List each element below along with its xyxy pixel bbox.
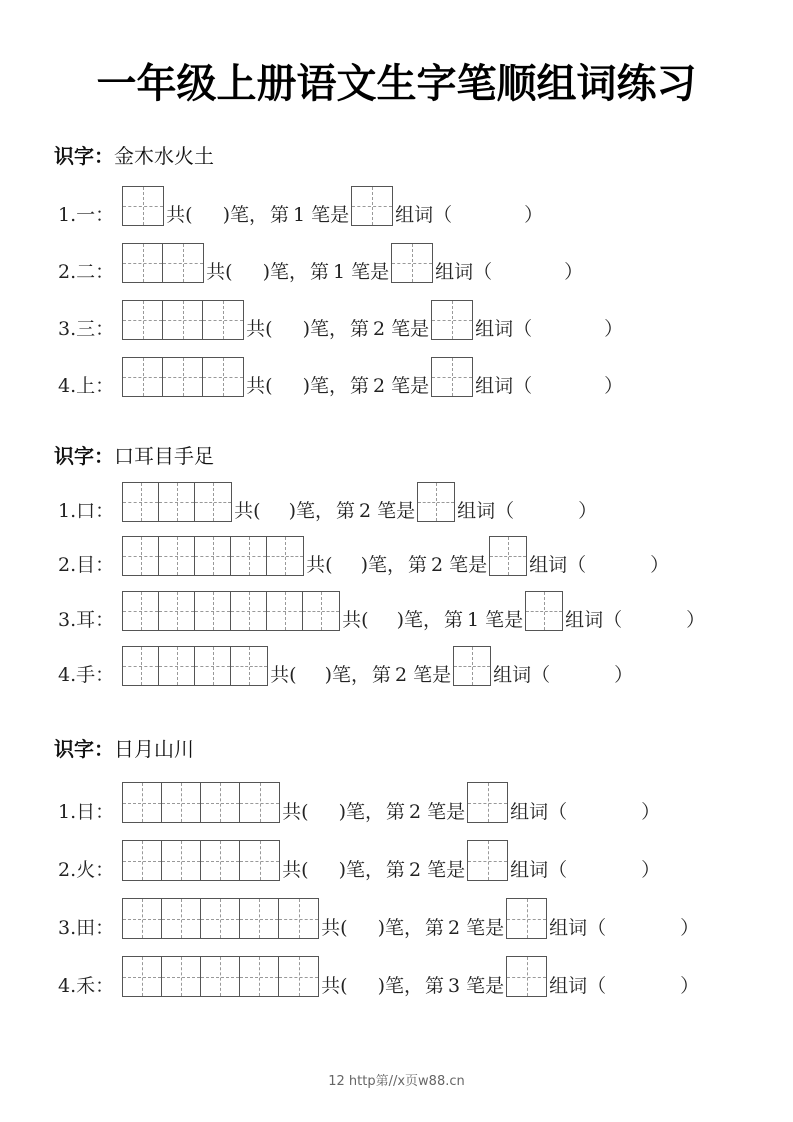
stroke-suffix: 笔是 <box>311 204 350 226</box>
total-open: 共( <box>234 500 261 522</box>
stroke-number: 1 <box>293 204 306 226</box>
writing-cell[interactable] <box>201 899 240 938</box>
writing-grid[interactable] <box>122 243 204 283</box>
writing-grid[interactable] <box>122 186 164 226</box>
total-close: )笔， <box>338 801 384 823</box>
stroke-answer-grid[interactable] <box>391 243 433 283</box>
stroke-prefix: 第 <box>269 204 289 226</box>
writing-cell[interactable] <box>507 957 546 996</box>
word-label: 组词（ <box>549 917 607 939</box>
total-open: 共( <box>306 554 333 576</box>
stroke-suffix: 笔是 <box>427 859 466 881</box>
stroke-suffix: 笔是 <box>391 375 430 397</box>
writing-cell[interactable] <box>123 647 159 685</box>
exercise-row <box>58 956 699 997</box>
total-close: )笔， <box>288 500 334 522</box>
stroke-suffix: 笔是 <box>351 261 390 283</box>
stroke-number: 2 <box>373 375 386 397</box>
stroke-answer-grid[interactable] <box>431 357 473 397</box>
exercise-row <box>58 898 699 939</box>
row-label: 4.手： <box>58 664 115 686</box>
stroke-number: 2 <box>373 318 386 340</box>
writing-cell[interactable] <box>231 537 267 575</box>
total-close: )笔， <box>338 859 384 881</box>
writing-cell[interactable] <box>231 647 267 685</box>
row-label: 1.口： <box>58 500 115 522</box>
writing-cell[interactable] <box>123 301 163 339</box>
stroke-suffix: 笔是 <box>466 975 505 997</box>
word-close: ） <box>650 554 670 576</box>
stroke-answer-grid[interactable] <box>351 186 393 226</box>
section-title <box>54 733 194 762</box>
total-open: 共( <box>342 609 369 631</box>
section-prefix: 识字： <box>54 737 114 761</box>
total-open: 共( <box>282 801 309 823</box>
writing-cell[interactable] <box>123 187 163 225</box>
stroke-suffix: 笔是 <box>427 801 466 823</box>
stroke-number: 2 <box>409 801 422 823</box>
total-open: 共( <box>246 375 273 397</box>
word-close: ） <box>564 261 584 283</box>
row-label: 3.田： <box>58 917 115 939</box>
section-prefix: 识字： <box>54 144 114 168</box>
writing-cell[interactable] <box>352 187 392 225</box>
writing-grid[interactable] <box>122 591 340 631</box>
word-close: ） <box>578 500 598 522</box>
writing-cell[interactable] <box>526 592 562 630</box>
stroke-number: 2 <box>395 664 408 686</box>
writing-cell[interactable] <box>123 358 163 396</box>
writing-cell[interactable] <box>490 537 526 575</box>
writing-cell[interactable] <box>201 783 240 822</box>
word-label: 组词（ <box>475 375 533 397</box>
stroke-prefix: 第 <box>407 554 427 576</box>
page-footer: 12 http第//x页w88.cn <box>328 1074 465 1089</box>
stroke-suffix: 笔是 <box>413 664 452 686</box>
writing-cell[interactable] <box>162 783 201 822</box>
stroke-suffix: 笔是 <box>449 554 488 576</box>
word-close: ） <box>680 917 700 939</box>
page-title: 一年级上册语文生字笔顺组词练习 <box>96 61 697 107</box>
exercise-row <box>58 840 660 881</box>
writing-grid[interactable] <box>122 782 280 823</box>
row-label: 3.三： <box>58 318 115 340</box>
stroke-prefix: 第 <box>424 975 444 997</box>
writing-cell[interactable] <box>195 647 231 685</box>
word-label: 组词（ <box>510 859 568 881</box>
row-label: 1.日： <box>58 801 115 823</box>
word-label: 组词（ <box>435 261 493 283</box>
word-label: 组词（ <box>475 318 533 340</box>
total-close: )笔， <box>302 318 348 340</box>
writing-cell[interactable] <box>159 483 195 521</box>
writing-cell[interactable] <box>163 244 203 282</box>
writing-cell[interactable] <box>240 957 279 996</box>
row-label: 1.一： <box>58 204 115 226</box>
stroke-suffix: 笔是 <box>377 500 416 522</box>
word-close: ） <box>680 975 700 997</box>
stroke-answer-grid[interactable] <box>467 782 508 823</box>
stroke-answer-grid[interactable] <box>453 646 491 686</box>
stroke-prefix: 第 <box>309 261 329 283</box>
stroke-number: 2 <box>409 859 422 881</box>
writing-cell[interactable] <box>201 841 240 880</box>
total-open: 共( <box>270 664 297 686</box>
stroke-answer-grid[interactable] <box>506 956 547 997</box>
writing-cell[interactable] <box>418 483 454 521</box>
writing-cell[interactable] <box>231 592 267 630</box>
exercise-row <box>58 186 543 226</box>
writing-cell[interactable] <box>123 483 159 521</box>
writing-cell[interactable] <box>267 537 303 575</box>
exercise-row <box>58 357 623 397</box>
writing-cell[interactable] <box>468 841 507 880</box>
writing-cell[interactable] <box>123 899 162 938</box>
stroke-number: 1 <box>333 261 346 283</box>
word-close: ） <box>686 609 706 631</box>
total-close: )笔， <box>377 917 423 939</box>
writing-cell[interactable] <box>163 358 203 396</box>
writing-cell[interactable] <box>432 301 472 339</box>
stroke-number: 2 <box>359 500 372 522</box>
writing-grid[interactable] <box>122 300 244 340</box>
writing-grid[interactable] <box>122 357 244 397</box>
writing-cell[interactable] <box>303 592 339 630</box>
stroke-number: 3 <box>448 975 461 997</box>
writing-cell[interactable] <box>267 592 303 630</box>
row-label: 2.目： <box>58 554 115 576</box>
writing-cell[interactable] <box>162 957 201 996</box>
stroke-answer-grid[interactable] <box>489 536 527 576</box>
section-prefix: 识字： <box>54 444 114 468</box>
writing-cell[interactable] <box>432 358 472 396</box>
section-title <box>54 440 214 469</box>
row-label: 3.耳： <box>58 609 115 631</box>
total-close: )笔， <box>302 375 348 397</box>
writing-grid[interactable] <box>122 482 232 522</box>
writing-cell[interactable] <box>392 244 432 282</box>
section-chars: 口耳目手足 <box>114 444 214 468</box>
row-label: 4.上： <box>58 375 115 397</box>
writing-grid[interactable] <box>122 840 280 881</box>
word-close: ） <box>614 664 634 686</box>
writing-cell[interactable] <box>123 841 162 880</box>
row-label: 4.禾： <box>58 975 115 997</box>
writing-grid[interactable] <box>122 956 319 997</box>
section-chars: 金木水火土 <box>114 144 214 168</box>
word-close: ） <box>604 318 624 340</box>
writing-cell[interactable] <box>203 358 243 396</box>
stroke-prefix: 第 <box>424 917 444 939</box>
total-close: )笔， <box>377 975 423 997</box>
word-label: 组词（ <box>549 975 607 997</box>
writing-cell[interactable] <box>123 537 159 575</box>
stroke-suffix: 笔是 <box>466 917 505 939</box>
word-label: 组词（ <box>510 801 568 823</box>
writing-cell[interactable] <box>195 592 231 630</box>
total-close: )笔， <box>262 261 308 283</box>
row-label: 2.二： <box>58 261 115 283</box>
writing-cell[interactable] <box>279 957 318 996</box>
writing-cell[interactable] <box>203 301 243 339</box>
writing-grid[interactable] <box>122 646 268 686</box>
stroke-answer-grid[interactable] <box>431 300 473 340</box>
writing-cell[interactable] <box>123 957 162 996</box>
exercise-row <box>58 782 660 823</box>
writing-cell[interactable] <box>159 592 195 630</box>
word-label: 组词（ <box>493 664 551 686</box>
stroke-prefix: 第 <box>335 500 355 522</box>
stroke-suffix: 笔是 <box>391 318 430 340</box>
writing-cell[interactable] <box>159 537 195 575</box>
stroke-answer-grid[interactable] <box>467 840 508 881</box>
stroke-prefix: 第 <box>443 609 463 631</box>
writing-cell[interactable] <box>240 841 279 880</box>
word-close: ） <box>641 859 661 881</box>
writing-grid[interactable] <box>122 536 304 576</box>
word-label: 组词（ <box>395 204 453 226</box>
exercise-row <box>58 591 705 631</box>
writing-cell[interactable] <box>195 483 231 521</box>
row-label: 2.火： <box>58 859 115 881</box>
total-open: 共( <box>282 859 309 881</box>
word-label: 组词（ <box>457 500 515 522</box>
exercise-row <box>58 536 669 576</box>
total-open: 共( <box>206 261 233 283</box>
stroke-answer-grid[interactable] <box>525 591 563 631</box>
total-close: )笔， <box>360 554 406 576</box>
writing-cell[interactable] <box>123 244 163 282</box>
word-close: ） <box>604 375 624 397</box>
stroke-number: 2 <box>448 917 461 939</box>
writing-cell[interactable] <box>123 592 159 630</box>
writing-cell[interactable] <box>240 899 279 938</box>
word-close: ） <box>641 801 661 823</box>
word-label: 组词（ <box>529 554 587 576</box>
total-open: 共( <box>246 318 273 340</box>
writing-cell[interactable] <box>195 537 231 575</box>
section-title <box>54 140 214 169</box>
stroke-prefix: 第 <box>349 375 369 397</box>
exercise-row <box>58 482 597 522</box>
writing-cell[interactable] <box>162 899 201 938</box>
stroke-number: 2 <box>431 554 444 576</box>
writing-cell[interactable] <box>468 783 507 822</box>
section-chars: 日月山川 <box>114 737 194 761</box>
stroke-prefix: 第 <box>385 859 405 881</box>
exercise-row <box>58 300 623 340</box>
writing-cell[interactable] <box>163 301 203 339</box>
total-close: )笔， <box>396 609 442 631</box>
writing-cell[interactable] <box>279 899 318 938</box>
writing-cell[interactable] <box>454 647 490 685</box>
total-open: 共( <box>321 975 348 997</box>
exercise-row <box>58 646 633 686</box>
stroke-suffix: 笔是 <box>485 609 524 631</box>
total-close: )笔， <box>324 664 370 686</box>
writing-cell[interactable] <box>240 783 279 822</box>
word-close: ） <box>524 204 544 226</box>
stroke-answer-grid[interactable] <box>506 898 547 939</box>
writing-cell[interactable] <box>162 841 201 880</box>
writing-grid[interactable] <box>122 898 319 939</box>
writing-cell[interactable] <box>201 957 240 996</box>
stroke-number: 1 <box>467 609 480 631</box>
stroke-prefix: 第 <box>371 664 391 686</box>
total-open: 共( <box>166 204 193 226</box>
writing-cell[interactable] <box>507 899 546 938</box>
writing-cell[interactable] <box>159 647 195 685</box>
stroke-prefix: 第 <box>349 318 369 340</box>
stroke-prefix: 第 <box>385 801 405 823</box>
exercise-row <box>58 243 583 283</box>
total-close: )笔， <box>222 204 268 226</box>
total-open: 共( <box>321 917 348 939</box>
word-label: 组词（ <box>565 609 623 631</box>
writing-cell[interactable] <box>123 783 162 822</box>
stroke-answer-grid[interactable] <box>417 482 455 522</box>
